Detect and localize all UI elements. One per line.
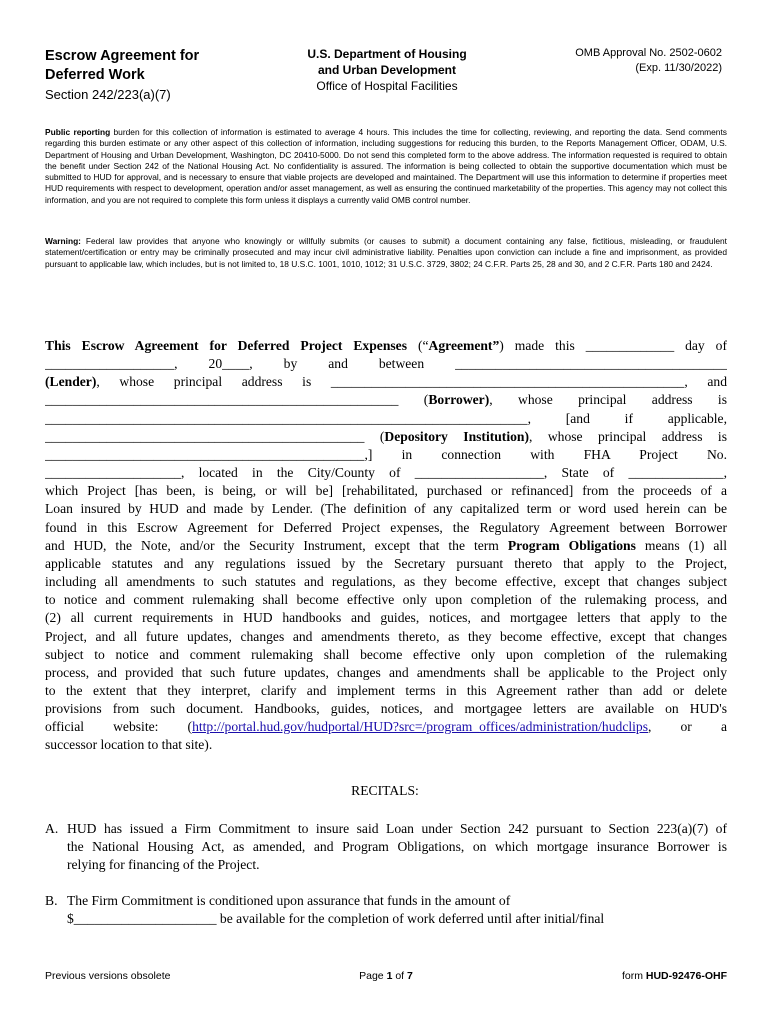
borrower-term: Borrower): [428, 392, 490, 408]
form-id: HUD-92476-OHF: [645, 970, 727, 982]
agreement-line: found in this Escrow Agreement for Deferred Project expenses, the Regulatory Agreement between Borrower: [45, 519, 727, 535]
omb-expiration: (Exp. 11/30/2022): [635, 62, 722, 74]
form-section: Section 242/223(a)(7): [45, 87, 171, 102]
project-location-blanks[interactable]: ____________________, located in the City/County of ___________________, State of ______________,: [45, 465, 727, 481]
form-title-line2: Deferred Work: [45, 67, 145, 83]
warning-label: Warning:: [45, 236, 81, 246]
lender-term: (Lender): [45, 374, 97, 390]
current-page: 1: [386, 970, 393, 982]
omb-approval: OMB Approval No. 2502-0602: [575, 47, 722, 59]
recitals-heading: RECITALS:: [351, 783, 419, 798]
agreement-line: This Escrow Agreement for Deferred Project Expenses (“Agreement”) made this _____________ day of: [45, 338, 727, 353]
recital-a-marker: A.: [45, 821, 59, 836]
agency-line1: U.S. Department of Housing: [307, 47, 467, 61]
agreement-term: Agreement”: [428, 338, 500, 353]
agreement-line: successor location to that site).: [45, 737, 213, 753]
agreement-line: to the extent that they interpret, clarify and implement terms in this Agreement rather than add or delete: [45, 682, 727, 698]
agency-line2: and Urban Development: [317, 63, 457, 77]
depository-address-blank[interactable]: _______________________________________________,] in connection with FHA Project No.: [45, 446, 727, 462]
warning-text: Federal law provides that anyone who knowingly or willfully submits (or causes to submit) a document containing any false, fictitious, misleading, or fraudulent statement/certification or entry may be criminally prosecuted and may incur civil administrative liability. Penalties upon conviction can include a fine and imprisonment, as provided pursuant to applicable law, which includes, but is not limited to, 18 U.S.C. 1001, 1010, 1012; 31 U.S.C. 3729, 3802; 24 C.F.R. Parts 25, 28 and 30, and 2 C.F.R. Parts 180 and 2424.: [45, 236, 727, 269]
office-name: Office of Hospital Facilities: [316, 79, 458, 93]
agreement-line: ____________________________________________________ (Borrower), whose principal address is: [45, 392, 727, 408]
recital-line: HUD has issued a Firm Commitment to insure said Loan under Section 242 pursuant to Section 223(a)(7) of: [67, 821, 727, 836]
recital-line: The Firm Commitment is conditioned upon assurance that funds in the amount of: [67, 893, 511, 908]
recital-line: the National Housing Act, as amended, and Program Obligations, on which mortgage insurance Borrower is: [67, 839, 727, 854]
agreement-line: Loan insured by HUD and made by Lender. (The definition of any capitalized term or word used herein can be: [45, 501, 727, 517]
agency-block: [262, 46, 512, 94]
form-title-line1: Escrow Agreement for: [45, 48, 200, 64]
burden-statement: [45, 127, 727, 206]
agreement-line: process, and provided that such future updates, changes and amendments shall be applicable to the Project only: [45, 664, 727, 680]
agreement-line: and HUD, the Note, and/or the Security Instrument, except that the term Program Obligations means (1) all: [45, 537, 727, 553]
agreement-line: to notice and comment rulemaking shall become effective only upon completion of the rulemaking process, and: [45, 592, 727, 608]
burden-text: burden for this collection of information is estimated to average 4 hours. This includes the time for collecting, reviewing, and reporting the data. Send comments regarding this burden estimate or any other aspect of this collection of information, including suggestions for reducing this burden, to the Reports Management Officer, ODAM, U.S. Department of Housing and Urban Development, Washington, DC 20410-5000. Do not send this completed form to the above address. The information requested is required to obtain the benefit under Section 242 of the National Housing Act. No confidentiality is assured. The information is being collected to obtain the supportive documentation which must be submitted to HUD for approval, and is necessary to ensure that viable projects are developed and maintained. The Department will use this information to determine if properties meet HUD requirements with respect to development, operation and/or asset management, as well as ensuring the continued marketability of the properties. This agency may not collect this information, and you are not required to complete this form unless it displays a currently valid OMB control number.: [45, 127, 727, 205]
borrower-address-blank[interactable]: _______________________________________________________________________, [and if applicable,: [45, 410, 727, 426]
form-number: form HUD-92476-OHF: [621, 970, 727, 982]
warning-statement: [45, 236, 727, 270]
lender-address-blank[interactable]: , whose principal address is ____________________________________________________, and: [96, 374, 727, 390]
program-obligations-term: Program Obligations: [507, 537, 636, 553]
agreement-paragraph: [45, 337, 727, 755]
omb-block: [522, 46, 722, 76]
agreement-line: official website: (http://portal.hud.gov/hudportal/HUD?src=/program_offices/administration/hudclips, or a: [45, 719, 727, 735]
page-footer: [45, 970, 727, 986]
hudclips-link[interactable]: http://portal.hud.gov/hudportal/HUD?src=/program_offices/administration/hudclips: [192, 719, 648, 735]
agreement-title: This Escrow Agreement for Deferred Project Expenses: [45, 338, 408, 353]
recital-b-marker: B.: [45, 893, 58, 908]
total-pages: 7: [407, 970, 413, 982]
agreement-line: applicable statutes and any regulations issued by the Secretary pursuant thereto that apply to the Project,: [45, 555, 727, 571]
deferred-amount-blank[interactable]: $_____________________ be available for the completion of work deferred until after initial/final: [67, 911, 605, 926]
recital-line: relying for financing of the Project.: [67, 857, 260, 872]
agreement-line: Project, and all future updates, changes and amendments thereto, as they become effective, except that changes: [45, 628, 727, 644]
borrower-name-blank[interactable]: ____________________________________________________ (: [45, 392, 429, 408]
footer-obsolete-note: Previous versions obsolete: [45, 970, 171, 982]
depository-name-blank[interactable]: _______________________________________________ (: [45, 428, 385, 444]
agreement-line: [45, 373, 727, 391]
agreement-line: which Project [has been, is being, or will be] [rehabilitated, purchased or refinanced] from the proceeds of a: [45, 483, 727, 499]
recital-a: [45, 820, 727, 874]
recital-b: [45, 892, 727, 928]
agreement-line: (2) all current requirements in HUD handbooks and guides, notices, and mortgagee letters that apply to the: [45, 610, 727, 626]
agreement-line: _______________________________________________ (Depository Institution), whose principal address is: [45, 428, 727, 444]
form-title-block: [45, 47, 275, 105]
date-day-blank[interactable]: ) made this _____________ day of: [499, 338, 727, 353]
depository-term: Depository Institution): [384, 428, 529, 444]
agreement-line: including all amendments to such statutes and regulations, as they become effective, except that changes subject: [45, 574, 727, 590]
page-number: Page 1 of 7: [359, 970, 413, 982]
burden-label: Public reporting: [45, 127, 111, 137]
agreement-line: provisions from such document. Handbooks, guides, notices, and mortgagee letters are available on HUD's: [45, 701, 727, 717]
agreement-line[interactable]: ___________________, 20____, by and between ________________________________________: [45, 356, 727, 372]
agreement-line: subject to notice and comment rulemaking shall become effective only upon completion of the rulemaking: [45, 646, 727, 662]
